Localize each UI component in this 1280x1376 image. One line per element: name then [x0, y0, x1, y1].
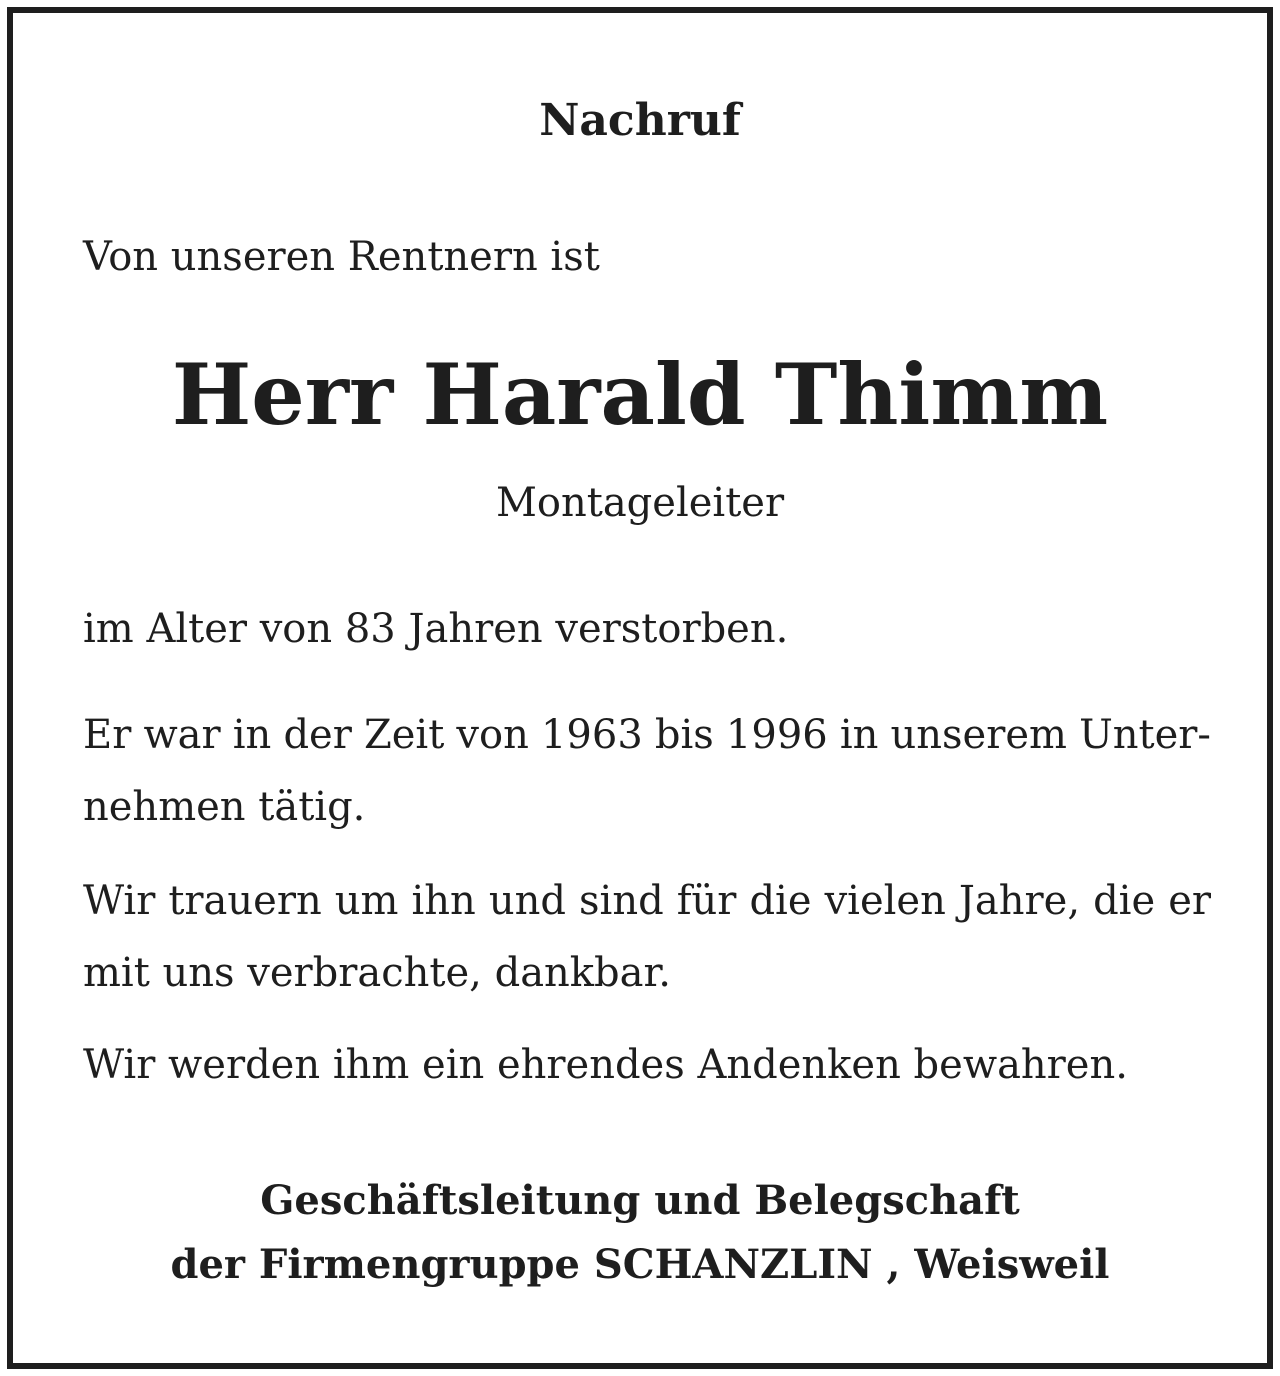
job-title: Montageleiter: [495, 480, 785, 526]
paragraph-line: im Alter von 83 Jahren verstorben.: [83, 606, 789, 652]
word: Zeit: [363, 712, 445, 758]
word: trauern: [168, 878, 322, 924]
word: 1963: [540, 712, 643, 758]
word: in: [839, 712, 879, 758]
word: unserem: [890, 712, 1067, 758]
obituary-frame: [7, 7, 1273, 1369]
word: bis: [654, 712, 714, 758]
word: für: [676, 878, 737, 924]
word: 1996: [725, 712, 828, 758]
word: um: [334, 878, 399, 924]
paragraph-mourning: [83, 865, 1211, 1009]
word: sind: [579, 878, 664, 924]
word: Jahre,: [958, 878, 1081, 924]
word: vielen: [824, 878, 946, 924]
word: von: [456, 712, 529, 758]
paragraph-line-justified: [83, 699, 1211, 771]
deceased-name: Herr Harald Thimm: [171, 345, 1109, 444]
word: Er: [83, 712, 132, 758]
paragraph-line: mit uns verbrachte, dankbar.: [83, 950, 671, 996]
word: war: [143, 712, 221, 758]
paragraph-remembrance: [83, 1029, 1211, 1101]
word: er: [1168, 878, 1211, 924]
paragraph-line: nehmen tätig.: [83, 784, 366, 830]
intro-text: Von unseren Rentnern ist: [83, 234, 600, 280]
word: die: [1093, 878, 1156, 924]
word: die: [749, 878, 812, 924]
signature-line-1: Geschäftsleitung und Belegschaft: [260, 1177, 1020, 1224]
notice-heading: Nachruf: [539, 95, 741, 146]
paragraph-line-justified: [83, 865, 1211, 937]
paragraph-age: [83, 593, 1211, 665]
word: Unter-: [1079, 712, 1211, 758]
signature-block: [13, 1169, 1267, 1297]
signature-line-2: der Firmengruppe SCHANZLIN , Weisweil: [170, 1241, 1110, 1288]
paragraph-line: Wir werden ihm ein ehrendes Andenken bewahren.: [83, 1042, 1128, 1088]
word: der: [283, 712, 352, 758]
word: und: [488, 878, 566, 924]
word: Wir: [83, 878, 156, 924]
paragraph-employment: [83, 699, 1211, 843]
word: ihn: [411, 878, 476, 924]
word: in: [232, 712, 272, 758]
